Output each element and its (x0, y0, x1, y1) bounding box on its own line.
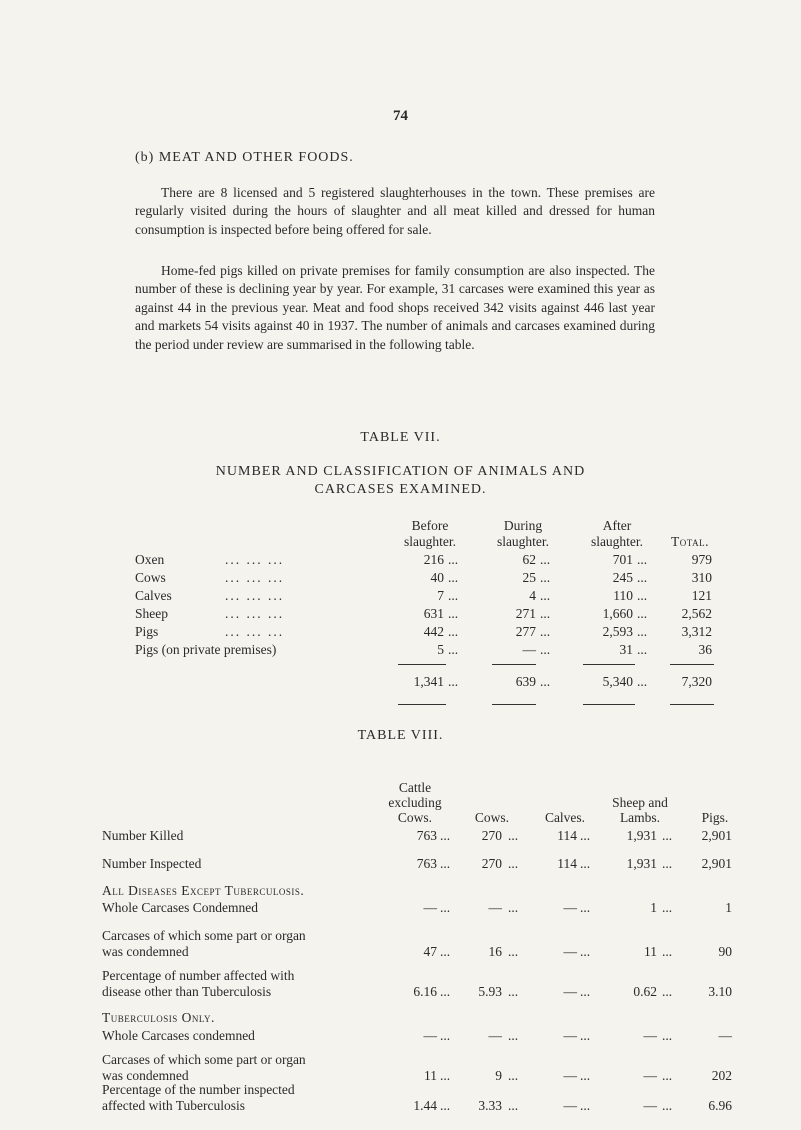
table7-rule-bottom (398, 704, 446, 705)
table8-leader: ... (440, 1028, 451, 1043)
table8-cell-pigs: 2,901 (701, 856, 732, 871)
table7-cell-total: 121 (691, 588, 712, 603)
table7-rule-top (583, 664, 635, 665)
table7-header-during-2: slaughter. (496, 534, 550, 549)
table7-leader: ... ... ... (225, 624, 285, 639)
table8-leader: ... (580, 828, 591, 843)
table8-leader: ... (508, 944, 519, 959)
table7-cell-after: 110 (613, 588, 633, 603)
table7-leader: ... (540, 552, 551, 567)
table7-cell-before: 631 (423, 606, 444, 621)
table7-cell-during: — (522, 642, 536, 657)
table7-caption-line2: CARCASES EXAMINED. (314, 482, 487, 497)
table7-row-label: Calves (135, 588, 172, 603)
table8-leader: ... (440, 900, 451, 915)
table8-row-label: Whole Carcases condemned (102, 1028, 255, 1043)
table7-leader: ... ... ... (225, 570, 285, 585)
table8-row-label: Number Inspected (102, 856, 202, 871)
table8-cell-pigs: 90 (718, 944, 732, 959)
table7-cell-during: 25 (522, 570, 536, 585)
table8-cell-cows: — (488, 1028, 502, 1043)
table8-cell-calves: 114 (557, 828, 577, 843)
page-number: 74 (393, 108, 408, 124)
table7-cell-before: 216 (423, 552, 444, 567)
table8-leader: ... (580, 1098, 591, 1113)
table8-leader: ... (580, 1068, 591, 1083)
table8-header-pigs: Pigs. (701, 810, 729, 825)
table7-leader: ... (540, 624, 551, 639)
table7-cell-total: 2,562 (681, 606, 712, 621)
table7-leader: ... (637, 570, 648, 585)
table8-cell-cows: 270 (481, 856, 502, 871)
table8-leader: ... (508, 856, 519, 871)
table8-cell-cows: 16 (488, 944, 502, 959)
table8-cell-cattle: — (423, 1028, 437, 1043)
table7-total-after: 5,340 (602, 674, 633, 689)
table7-leader: ... (637, 624, 648, 639)
table8-section-all: All Diseases Except Tuberculosis. (102, 883, 305, 898)
table8-leader: ... (662, 944, 673, 959)
table8-leader: ... (580, 1028, 591, 1043)
table8-cell-calves: — (563, 944, 577, 959)
table8-cell-pigs: 3.10 (708, 984, 732, 999)
table7-cell-total: 3,312 (681, 624, 712, 639)
table8-cell-pigs: — (718, 1028, 732, 1043)
table7-cell-before: 7 (437, 588, 444, 603)
table8-row-label-2: affected with Tuberculosis (102, 1098, 245, 1113)
table8-leader: ... (580, 984, 591, 999)
table7-cell-after: 1,660 (602, 606, 633, 621)
table8-cell-cows: 5.93 (478, 984, 502, 999)
table7-cell-during: 271 (515, 606, 536, 621)
table8-cell-calves: — (563, 984, 577, 999)
table8-leader: ... (662, 828, 673, 843)
table8-cell-sheep: 0.62 (633, 984, 657, 999)
paragraph-home-fed-pigs: Home-fed pigs killed on private premises for family consumption are also inspected. The number of these is declining year by year. For example, 31 carcases were examined this year as against 44 in the previous year. Meat and food shops received 342 visits against 446 last year and markets 54 visits against 40 in 1937. The number of animals and carcases examined during the period under review are summarised in the following table. (135, 263, 655, 352)
table8-leader: ... (440, 984, 451, 999)
table8-cell-calves: 114 (557, 856, 577, 871)
table7-total-grand: 7,320 (681, 674, 712, 689)
table7-cell-during: 277 (515, 624, 536, 639)
paragraph-slaughterhouses: There are 8 licensed and 5 registered slaughterhouses in the town. These premises are regularly visited during the hours of slaughter and all meat killed and dressed for human consumption is inspected before being offered for sale. (135, 185, 655, 237)
table8-leader: ... (508, 984, 519, 999)
table8-leader: ... (508, 1068, 519, 1083)
table7-caption-line1: NUMBER AND CLASSIFICATION OF ANIMALS AND (215, 464, 586, 479)
table7-header-after-1: After (602, 518, 632, 533)
table8-leader: ... (508, 1098, 519, 1113)
table8-row-label: Number Killed (102, 828, 184, 843)
table8-leader: ... (662, 1028, 673, 1043)
table7-rule-top (398, 664, 446, 665)
table7-leader: ... (448, 588, 459, 603)
table8-cell-pigs: 1 (725, 900, 732, 915)
table8-cell-pigs: 202 (711, 1068, 732, 1083)
table7-header-after-2: slaughter. (590, 534, 644, 549)
table8-leader: ... (440, 1098, 451, 1113)
table8-leader: ... (580, 944, 591, 959)
table7-rule-bottom (492, 704, 536, 705)
table8-cell-cattle: 763 (416, 856, 437, 871)
table7-leader: ... (448, 642, 459, 657)
table8-leader: ... (508, 900, 519, 915)
table8-cell-cattle: — (423, 900, 437, 915)
table8-cell-cows: 9 (495, 1068, 502, 1083)
table7-rule-bottom (670, 704, 714, 705)
table7-total-during: 639 (515, 674, 536, 689)
table8-header-cattle-1: Cattle (398, 780, 432, 795)
table8-header-calves: Calves. (544, 810, 586, 825)
table8-cell-calves: — (563, 1098, 577, 1113)
table7-leader: ... (540, 674, 551, 689)
table7-row-label: Oxen (135, 552, 165, 567)
table8-leader: ... (508, 828, 519, 843)
table7-leader: ... ... ... (225, 552, 285, 567)
table8-row-label: Carcases of which some part or organ (102, 1052, 306, 1067)
table8-cell-pigs: 2,901 (701, 828, 732, 843)
table7-row-label: Pigs (135, 624, 159, 639)
table7-leader: ... (540, 642, 551, 657)
table8-title: TABLE VIII. (357, 728, 444, 743)
table8-leader: ... (440, 828, 451, 843)
table8-header-cows: Cows. (474, 810, 510, 825)
table8-leader: ... (662, 856, 673, 871)
table8-cell-cows: — (488, 900, 502, 915)
table7-leader: ... ... ... (225, 606, 285, 621)
table7-leader: ... (540, 570, 551, 585)
table8-cell-pigs: 6.96 (708, 1098, 732, 1113)
table7-header-before-2: slaughter. (403, 534, 457, 549)
table7-cell-total: 979 (691, 552, 712, 567)
table7-cell-after: 701 (612, 552, 633, 567)
table8-leader: ... (508, 1028, 519, 1043)
table8-leader: ... (662, 1098, 673, 1113)
table7-rule-top (492, 664, 536, 665)
section-heading: (b) MEAT AND OTHER FOODS. (135, 150, 354, 165)
table8-cell-sheep: 11 (644, 944, 657, 959)
table7-cell-after: 245 (612, 570, 633, 585)
table8-header-sheep-2: Lambs. (619, 810, 661, 825)
table7-row-label: Cows (135, 570, 166, 585)
table7-cell-during: 4 (529, 588, 536, 603)
table8-leader: ... (662, 984, 673, 999)
table8-cell-cows: 270 (481, 828, 502, 843)
table7-leader: ... (637, 552, 648, 567)
table7-leader: ... (637, 606, 648, 621)
table8-cell-sheep: 1,931 (626, 828, 657, 843)
table8-cell-sheep: 1 (650, 900, 657, 915)
table7-cell-before: 442 (423, 624, 444, 639)
table8-row-label: Percentage of number affected with (102, 968, 295, 983)
table8-leader: ... (440, 1068, 451, 1083)
table7-rule-top (670, 664, 714, 665)
table7-row-label: Pigs (on private premises) (135, 642, 277, 657)
table8-cell-calves: — (563, 1068, 577, 1083)
table8-row-label-2: disease other than Tuberculosis (102, 984, 272, 999)
table7-leader: ... (540, 606, 551, 621)
table8-section-tb: Tuberculosis Only. (102, 1010, 215, 1025)
table8-header-cattle-3: Cows. (397, 810, 433, 825)
table8-header-sheep-1: Sheep and (612, 795, 668, 810)
table8-cell-cattle: 47 (423, 944, 437, 959)
table8-row-label-2: was condemned (102, 944, 189, 959)
table7-leader: ... (448, 570, 459, 585)
table8-cell-calves: — (563, 1028, 577, 1043)
table7-cell-total: 36 (698, 642, 712, 657)
table7-header-during-1: During (503, 518, 543, 533)
table7-total-before: 1,341 (413, 674, 444, 689)
table7-rule-bottom (583, 704, 635, 705)
table7-cell-before: 40 (430, 570, 444, 585)
table8-leader: ... (580, 856, 591, 871)
table8-cell-sheep: — (643, 1098, 657, 1113)
table8-leader: ... (580, 900, 591, 915)
table7-title: TABLE VII. (360, 430, 441, 445)
table7-row-label: Sheep (135, 606, 168, 621)
table8-header-cattle-2: excluding (388, 795, 442, 810)
table7-leader: ... (448, 674, 459, 689)
table8-cell-cattle: 763 (416, 828, 437, 843)
table8-cell-cattle: 1.44 (413, 1098, 437, 1113)
table8-row-label-2: was condemned (102, 1068, 189, 1083)
table7-header-total: Total. (671, 534, 709, 549)
table8-cell-sheep: — (643, 1068, 657, 1083)
table8-cell-cattle: 6.16 (413, 984, 437, 999)
table8-cell-cows: 3.33 (478, 1098, 502, 1113)
table7-cell-after: 31 (619, 642, 633, 657)
table7-cell-total: 310 (691, 570, 712, 585)
table7-cell-before: 5 (437, 642, 444, 657)
table8-row-label: Percentage of the number inspected (102, 1082, 295, 1097)
table8-cell-sheep: — (643, 1028, 657, 1043)
table8-leader: ... (662, 1068, 673, 1083)
table8-leader: ... (440, 944, 451, 959)
table7-leader: ... (637, 674, 648, 689)
table7-leader: ... ... ... (225, 588, 285, 603)
table8-leader: ... (440, 856, 451, 871)
table7-leader: ... (448, 552, 459, 567)
table8-cell-sheep: 1,931 (626, 856, 657, 871)
table7-cell-during: 62 (522, 552, 536, 567)
table8-cell-calves: — (563, 900, 577, 915)
table7-leader: ... (540, 588, 551, 603)
table8-leader: ... (662, 900, 673, 915)
table8-row-label: Whole Carcases Condemned (102, 900, 258, 915)
table7-leader: ... (448, 624, 459, 639)
table7-cell-after: 2,593 (602, 624, 633, 639)
table8-row-label: Carcases of which some part or organ (102, 928, 306, 943)
table7-leader: ... (448, 606, 459, 621)
table7-header-before-1: Before (411, 518, 449, 533)
table8-cell-cattle: 11 (424, 1068, 437, 1083)
table7-leader: ... (637, 642, 648, 657)
table7-leader: ... (637, 588, 648, 603)
